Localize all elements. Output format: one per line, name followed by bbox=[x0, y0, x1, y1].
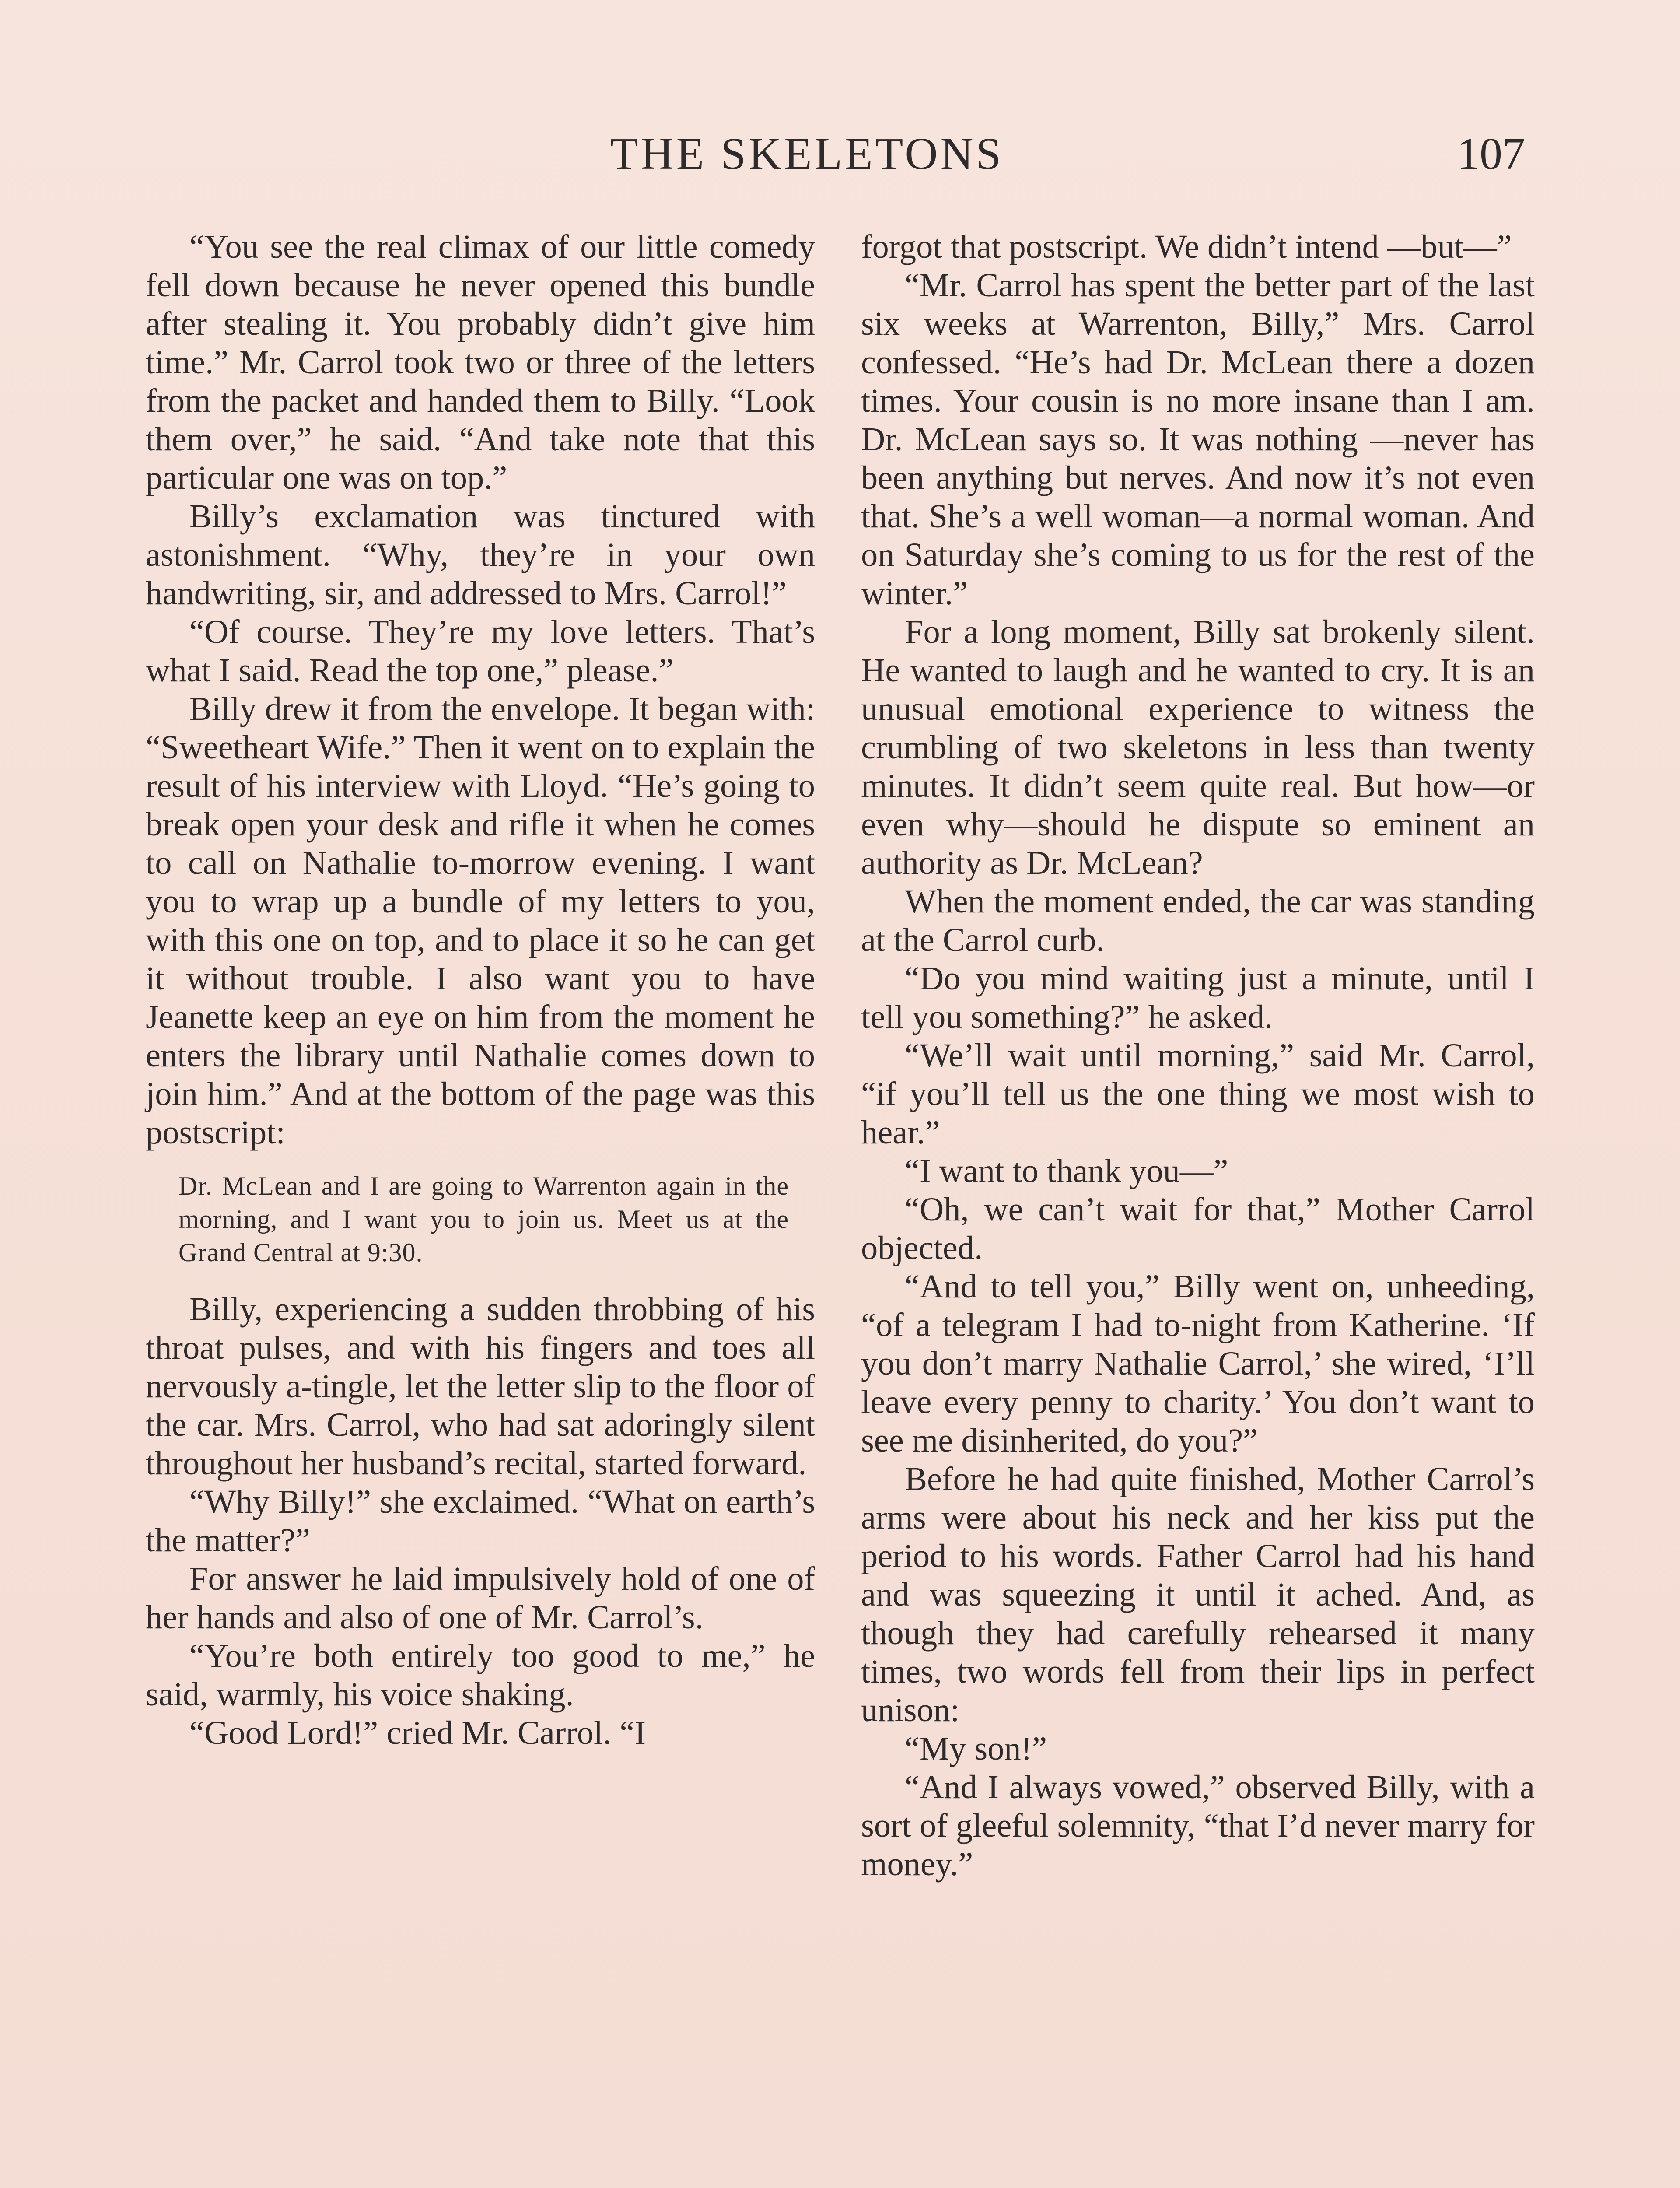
paragraph: “Do you mind waiting just a minute, until I tell you something?” he asked. bbox=[861, 960, 1535, 1035]
left-text-column bbox=[146, 228, 815, 1752]
paragraph: “And I always vowed,” observed Billy, with a sort of gleeful solemnity, “that I’d never marry for money.” bbox=[861, 1768, 1535, 1883]
paragraph: “Of course. They’re my love letters. That’s what I said. Read the top one,” please.” bbox=[146, 613, 815, 689]
paragraph: “We’ll wait until morning,” said Mr. Carrol, “if you’ll tell us the one thing we most wish to hear.” bbox=[861, 1037, 1535, 1151]
right-text-column bbox=[861, 228, 1535, 1883]
paragraph: For a long moment, Billy sat brokenly silent. He wanted to laugh and he wanted to cry. It is an unusual emotional experience to witness the crumbling of two skeletons in less than twenty minutes. It didn’t seem quite real. But how—or even why—should he dispute so eminent an authority as Dr. McLean? bbox=[861, 613, 1535, 881]
paragraph: For answer he laid impulsively hold of one of her hands and also of one of Mr. Carrol’s. bbox=[146, 1560, 815, 1636]
postscript-quote: Dr. McLean and I are going to Warrenton again in the morning, and I want you to join us. Meet us at the Grand Central at 9:30. bbox=[178, 1171, 789, 1267]
paragraph: Before he had quite finished, Mother Carrol’s arms were about his neck and her kiss put the period to his words. Father Carrol had his hand and was squeezing it until it ached. And, as though they had carefully rehearsed it many times, two words fell from their lips in perfect unison: bbox=[861, 1460, 1535, 1729]
paragraph: “Oh, we can’t wait for that,” Mother Carrol objected. bbox=[861, 1191, 1535, 1266]
paragraph: “You see the real climax of our little comedy fell down because he never opened this bundle after stealing it. You probably didn’t give him time.” Mr. Carrol took two or three of the letters from the packet and handed them to Billy. “Look them over,” he said. “And take note that this particular one was on top.” bbox=[146, 228, 815, 496]
paragraph: “Mr. Carrol has spent the better part of the last six weeks at Warrenton, Billy,” Mrs. Carrol confessed. “He’s had Dr. McLean there a dozen times. Your cousin is no more insane than I am. Dr. McLean says so. It was nothing —never has been anything but nerves. And now it’s not even that. She’s a well woman—a normal woman. And on Saturday she’s coming to us for the rest of the winter.” bbox=[861, 266, 1535, 612]
paragraph: “Why Billy!” she exclaimed. “What on earth’s the matter?” bbox=[146, 1483, 815, 1559]
paragraph-continued: forgot that postscript. We didn’t intend —but—” bbox=[861, 228, 1512, 265]
paragraph: “You’re both entirely too good to me,” he said, warmly, his voice shaking. bbox=[146, 1637, 815, 1713]
paragraph: Billy, experiencing a sudden throbbing of his throat pulses, and with his fingers and toes all nervously a-tingle, let the letter slip to the floor of the car. Mrs. Carrol, who had sat adoringly silent throughout her husband’s recital, started forward. bbox=[146, 1290, 815, 1482]
running-head-title: THE SKELETONS bbox=[610, 129, 1004, 179]
running-head bbox=[0, 123, 1680, 185]
paragraph: “My son!” bbox=[905, 1730, 1047, 1767]
paragraph: Billy drew it from the envelope. It began with: “Sweetheart Wife.” Then it went on to explain the result of his interview with Lloyd. “He’s going to break open your desk and rifle it when he comes to call on Nathalie to-morrow evening. I want you to wrap up a bundle of my letters to you, with this one on top, and to place it so he can get it without trouble. I also want you to have Jeanette keep an eye on him from the moment he enters the library until Nathalie comes down to join him.” And at the bottom of the page was this postscript: bbox=[146, 690, 815, 1151]
paragraph: “And to tell you,” Billy went on, unheeding, “of a telegram I had to-night from Katherine. ‘If you don’t marry Nathalie Carrol,’ she wired, ‘I’ll leave every penny to charity.’ You don’t want to see me disinherited, do you?” bbox=[861, 1268, 1535, 1459]
paragraph: When the moment ended, the car was standing at the Carrol curb. bbox=[861, 883, 1535, 958]
page-number: 107 bbox=[1457, 129, 1525, 179]
paragraph: “I want to thank you—” bbox=[905, 1152, 1228, 1189]
paragraph: Billy’s exclamation was tinctured with astonishment. “Why, they’re in your own handwriting, sir, and addressed to Mrs. Carrol!” bbox=[146, 498, 815, 612]
paragraph: “Good Lord!” cried Mr. Carrol. “I bbox=[189, 1714, 646, 1751]
